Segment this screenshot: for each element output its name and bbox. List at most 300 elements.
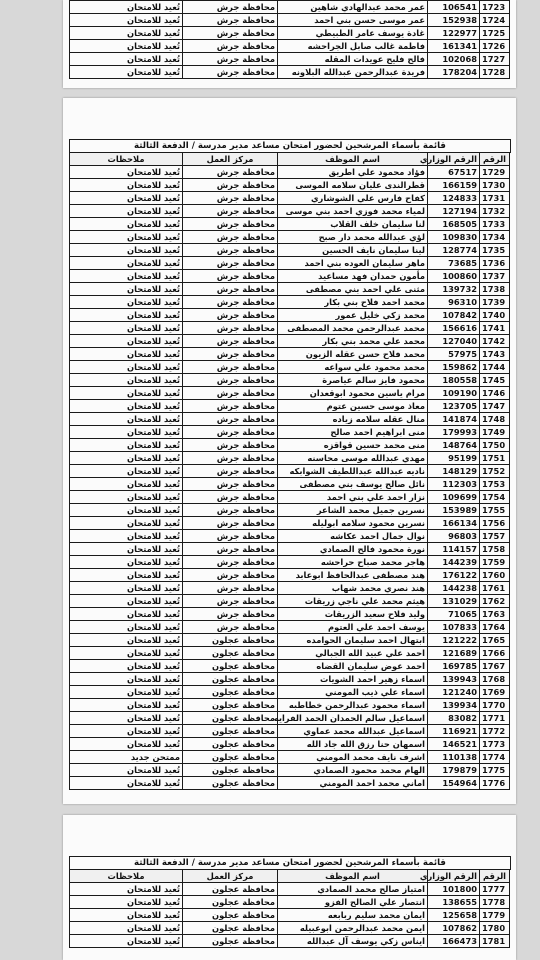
row-number-cell: 1744	[480, 361, 510, 374]
table-row	[70, 465, 510, 478]
work-center-cell: محافظة جرش	[183, 166, 278, 179]
row-number-cell: 1765	[480, 634, 510, 647]
notes-cell: تُعيد للامتحان	[70, 686, 183, 699]
work-center-cell: محافظة جرش	[183, 218, 278, 231]
row-number-cell: 1750	[480, 439, 510, 452]
document-page-3	[63, 815, 516, 960]
work-center-cell: محافظة جرش	[183, 14, 278, 27]
notes-cell: تُعيد للامتحان	[70, 413, 183, 426]
ministry-id-cell: 180558	[428, 374, 480, 387]
employee-name-cell: مهدي عبدالله موسى محاسنه	[278, 452, 428, 465]
ministry-id-cell: 159862	[428, 361, 480, 374]
work-center-cell: محافظة عجلون	[183, 764, 278, 777]
row-number-cell: 1724	[480, 14, 510, 27]
employee-name-cell: وليد فلاح سعيد الزريقات	[278, 608, 428, 621]
work-center-cell: محافظة جرش	[183, 296, 278, 309]
notes-cell: تُعيد للامتحان	[70, 478, 183, 491]
employee-name-cell: انتصار علي الصالح الفزو	[278, 896, 428, 909]
employee-name-cell: مرام ياسين محمود ابوقعدان	[278, 387, 428, 400]
ministry-id-cell: 107862	[428, 922, 480, 935]
table-row	[70, 935, 510, 948]
notes-cell: تُعيد للامتحان	[70, 296, 183, 309]
row-number-cell: 1774	[480, 751, 510, 764]
table-row	[70, 244, 510, 257]
ministry-id-cell: 57975	[428, 348, 480, 361]
table-row	[70, 283, 510, 296]
work-center-cell: محافظة جرش	[183, 400, 278, 413]
ministry-id-cell: 139732	[428, 283, 480, 296]
employee-name-cell: منى محمد حسين قواقزه	[278, 439, 428, 452]
ministry-id-cell: 127194	[428, 205, 480, 218]
employee-name-cell: نسرين محمود سلامه ابوليله	[278, 517, 428, 530]
row-number-cell: 1751	[480, 452, 510, 465]
table-row	[70, 517, 510, 530]
work-center-cell: محافظة جرش	[183, 582, 278, 595]
table-row	[70, 166, 510, 179]
work-center-cell: محافظة عجلون	[183, 777, 278, 790]
notes-cell: تُعيد للامتحان	[70, 647, 183, 660]
employee-name-cell: اسماعيل عبدالله محمد عماوي	[278, 725, 428, 738]
notes-cell: تُعيد للامتحان	[70, 40, 183, 53]
work-center-cell: محافظة جرش	[183, 309, 278, 322]
ministry-id-cell: 106541	[428, 1, 480, 14]
notes-cell: تُعيد للامتحان	[70, 530, 183, 543]
row-number-cell: 1767	[480, 660, 510, 673]
table-body	[70, 166, 510, 790]
work-center-cell: محافظة جرش	[183, 517, 278, 530]
notes-cell: تُعيد للامتحان	[70, 361, 183, 374]
table-row	[70, 231, 510, 244]
notes-cell: تُعيد للامتحان	[70, 634, 183, 647]
table-row	[70, 309, 510, 322]
column-header-notes: ملاحظات	[70, 870, 183, 883]
row-number-cell: 1733	[480, 218, 510, 231]
row-number-cell: 1730	[480, 179, 510, 192]
row-number-cell: 1749	[480, 426, 510, 439]
row-number-cell: 1738	[480, 283, 510, 296]
row-number-cell: 1752	[480, 465, 510, 478]
document-page-2	[63, 98, 516, 804]
ministry-id-cell: 166159	[428, 179, 480, 192]
employee-name-cell: فاطمة غالب صابل الجراحشه	[278, 40, 428, 53]
ministry-id-cell: 138655	[428, 896, 480, 909]
work-center-cell: محافظة جرش	[183, 1, 278, 14]
ministry-id-cell: 152938	[428, 14, 480, 27]
list-title: قائمة بأسماء المرشحين لحضور امتحان مساعد مدير مدرسة / الدفعة الثالثة	[69, 139, 511, 153]
table-row	[70, 673, 510, 686]
row-number-cell: 1773	[480, 738, 510, 751]
work-center-cell: محافظة جرش	[183, 27, 278, 40]
notes-cell: تُعيد للامتحان	[70, 543, 183, 556]
notes-cell: تُعيد للامتحان	[70, 283, 183, 296]
table-row	[70, 608, 510, 621]
ministry-id-cell: 161341	[428, 40, 480, 53]
ministry-id-cell: 166473	[428, 935, 480, 948]
row-number-cell: 1748	[480, 413, 510, 426]
ministry-id-cell: 121240	[428, 686, 480, 699]
work-center-cell: محافظة عجلون	[183, 712, 278, 725]
row-number-cell: 1764	[480, 621, 510, 634]
table-row	[70, 909, 510, 922]
row-number-cell: 1770	[480, 699, 510, 712]
table-row	[70, 413, 510, 426]
employee-name-cell: نائل صالح يوسف بني مصطفى	[278, 478, 428, 491]
employee-name-cell: محمد علي محمد بني بكار	[278, 335, 428, 348]
table-row	[70, 751, 510, 764]
row-number-cell: 1763	[480, 608, 510, 621]
table-row	[70, 491, 510, 504]
notes-cell: تُعيد للامتحان	[70, 764, 183, 777]
column-header-number: الرقم	[480, 153, 510, 166]
notes-cell: تُعيد للامتحان	[70, 309, 183, 322]
column-header-work-center: مركز العمل	[183, 870, 278, 883]
table-row	[70, 218, 510, 231]
row-number-cell: 1760	[480, 569, 510, 582]
table-row	[70, 205, 510, 218]
table-row	[70, 883, 510, 896]
ministry-id-cell: 124833	[428, 192, 480, 205]
employee-name-cell: ناديه عبدالله عبداللطيف الشوابكه	[278, 465, 428, 478]
employee-name-cell: محمد زكي خليل عمور	[278, 309, 428, 322]
employee-name-cell: محمد فلاح حسن عقله الزيون	[278, 348, 428, 361]
column-header-ministry-id: الرقم الوزاري	[428, 153, 480, 166]
work-center-cell: محافظة عجلون	[183, 922, 278, 935]
work-center-cell: محافظة جرش	[183, 283, 278, 296]
table-row	[70, 53, 510, 66]
notes-cell: تُعيد للامتحان	[70, 387, 183, 400]
employee-name-cell: الهام محمد محمود الصمادي	[278, 764, 428, 777]
work-center-cell: محافظة عجلون	[183, 896, 278, 909]
employee-name-cell: هند مصطفى عبدالحافظ ابوعابد	[278, 569, 428, 582]
row-number-cell: 1731	[480, 192, 510, 205]
row-number-cell: 1778	[480, 896, 510, 909]
work-center-cell: محافظة جرش	[183, 192, 278, 205]
work-center-cell: محافظة عجلون	[183, 883, 278, 896]
row-number-cell: 1723	[480, 1, 510, 14]
ministry-id-cell: 100860	[428, 270, 480, 283]
work-center-cell: محافظة جرش	[183, 452, 278, 465]
notes-cell: تُعيد للامتحان	[70, 374, 183, 387]
work-center-cell: محافظة جرش	[183, 374, 278, 387]
ministry-id-cell: 114157	[428, 543, 480, 556]
row-number-cell: 1759	[480, 556, 510, 569]
table-row	[70, 582, 510, 595]
table-row	[70, 40, 510, 53]
ministry-id-cell: 101800	[428, 883, 480, 896]
work-center-cell: محافظة عجلون	[183, 673, 278, 686]
table-row	[70, 66, 510, 79]
ministry-id-cell: 139943	[428, 673, 480, 686]
employee-name-cell: قطرالندى عليان سلامه الموسى	[278, 179, 428, 192]
notes-cell: تُعيد للامتحان	[70, 66, 183, 79]
row-number-cell: 1776	[480, 777, 510, 790]
table-row	[70, 569, 510, 582]
employee-name-cell: محمد عبدالرحمن محمد المصطفى	[278, 322, 428, 335]
row-number-cell: 1780	[480, 922, 510, 935]
work-center-cell: محافظة عجلون	[183, 699, 278, 712]
notes-cell: تُعيد للامتحان	[70, 909, 183, 922]
employee-name-cell: محمد احمد فلاح بني بكار	[278, 296, 428, 309]
notes-cell: تُعيد للامتحان	[70, 896, 183, 909]
row-number-cell: 1742	[480, 335, 510, 348]
employee-name-cell: منى ابراهيم احمد صالح	[278, 426, 428, 439]
notes-cell: تُعيد للامتحان	[70, 53, 183, 66]
table-row	[70, 452, 510, 465]
notes-cell: تُعيد للامتحان	[70, 452, 183, 465]
work-center-cell: محافظة عجلون	[183, 634, 278, 647]
work-center-cell: محافظة جرش	[183, 530, 278, 543]
row-number-cell: 1735	[480, 244, 510, 257]
employee-name-cell: اسماء محمود عبدالرحمن خطاطبه	[278, 699, 428, 712]
notes-cell: تُعيد للامتحان	[70, 673, 183, 686]
ministry-id-cell: 146521	[428, 738, 480, 751]
row-number-cell: 1727	[480, 53, 510, 66]
table-row	[70, 712, 510, 725]
ministry-id-cell: 148129	[428, 465, 480, 478]
row-number-cell: 1781	[480, 935, 510, 948]
table-row	[70, 322, 510, 335]
employee-name-cell: اسماعيل سالم الحمدان الحمد الفرايه	[278, 712, 428, 725]
table-row	[70, 14, 510, 27]
work-center-cell: محافظة جرش	[183, 179, 278, 192]
work-center-cell: محافظة جرش	[183, 491, 278, 504]
column-header-number: الرقم	[480, 870, 510, 883]
table-row	[70, 1, 510, 14]
notes-cell: تُعيد للامتحان	[70, 582, 183, 595]
table-row	[70, 504, 510, 517]
table-row	[70, 764, 510, 777]
work-center-cell: محافظة عجلون	[183, 725, 278, 738]
notes-cell: تُعيد للامتحان	[70, 725, 183, 738]
ministry-id-cell: 83082	[428, 712, 480, 725]
ministry-id-cell: 179993	[428, 426, 480, 439]
row-number-cell: 1775	[480, 764, 510, 777]
header-row	[70, 870, 510, 883]
row-number-cell: 1769	[480, 686, 510, 699]
table-row	[70, 426, 510, 439]
notes-cell: تُعيد للامتحان	[70, 777, 183, 790]
ministry-id-cell: 96310	[428, 296, 480, 309]
notes-cell: تُعيد للامتحان	[70, 504, 183, 517]
row-number-cell: 1740	[480, 309, 510, 322]
employee-name-cell: ايمان محمد سليم ربابعه	[278, 909, 428, 922]
ministry-id-cell: 176122	[428, 569, 480, 582]
work-center-cell: محافظة جرش	[183, 426, 278, 439]
notes-cell: تُعيد للامتحان	[70, 335, 183, 348]
column-header-ministry-id: الرقم الوزاري	[428, 870, 480, 883]
notes-cell: تُعيد للامتحان	[70, 426, 183, 439]
work-center-cell: محافظة جرش	[183, 205, 278, 218]
employee-name-cell: نورة محمود فالح الصمادي	[278, 543, 428, 556]
table-row	[70, 595, 510, 608]
work-center-cell: محافظة جرش	[183, 66, 278, 79]
row-number-cell: 1768	[480, 673, 510, 686]
row-number-cell: 1729	[480, 166, 510, 179]
row-number-cell: 1779	[480, 909, 510, 922]
work-center-cell: محافظة جرش	[183, 439, 278, 452]
notes-cell: تُعيد للامتحان	[70, 660, 183, 673]
employee-name-cell: احمد علي عبيد الله الجبالي	[278, 647, 428, 660]
employee-name-cell: معاذ موسى حسين عتوم	[278, 400, 428, 413]
ministry-id-cell: 102068	[428, 53, 480, 66]
row-number-cell: 1741	[480, 322, 510, 335]
candidates-table	[69, 152, 510, 790]
work-center-cell: محافظة جرش	[183, 608, 278, 621]
employee-name-cell: امتياز صالح محمد الصمادي	[278, 883, 428, 896]
list-title: قائمة بأسماء المرشحين لحضور امتحان مساعد مدير مدرسة / الدفعة الثالثة	[69, 856, 511, 870]
table-row	[70, 439, 510, 452]
work-center-cell: محافظة جرش	[183, 465, 278, 478]
ministry-id-cell: 116921	[428, 725, 480, 738]
ministry-id-cell: 153989	[428, 504, 480, 517]
notes-cell: تُعيد للامتحان	[70, 439, 183, 452]
employee-name-cell: لينا سليمان نايف الحسين	[278, 244, 428, 257]
ministry-id-cell: 144239	[428, 556, 480, 569]
ministry-id-cell: 166134	[428, 517, 480, 530]
employee-name-cell: عمر محمد عبدالهادي شاهين	[278, 1, 428, 14]
row-number-cell: 1755	[480, 504, 510, 517]
employee-name-cell: اسماء زهير احمد الشويات	[278, 673, 428, 686]
work-center-cell: محافظة جرش	[183, 595, 278, 608]
ministry-id-cell: 139934	[428, 699, 480, 712]
notes-cell: تُعيد للامتحان	[70, 922, 183, 935]
notes-cell: تُعيد للامتحان	[70, 192, 183, 205]
work-center-cell: محافظة عجلون	[183, 686, 278, 699]
table-row	[70, 192, 510, 205]
employee-name-cell: نسرين جميل محمد الشاعر	[278, 504, 428, 517]
employee-name-cell: فالح فليح عويدات المقله	[278, 53, 428, 66]
notes-cell: تُعيد للامتحان	[70, 608, 183, 621]
table-row	[70, 335, 510, 348]
column-header-employee-name: اسم الموظف	[278, 870, 428, 883]
notes-cell: تُعيد للامتحان	[70, 205, 183, 218]
row-number-cell: 1777	[480, 883, 510, 896]
employee-name-cell: نوال جمال احمد عكاشه	[278, 530, 428, 543]
employee-name-cell: نزار احمد علي بني احمد	[278, 491, 428, 504]
notes-cell: تُعيد للامتحان	[70, 595, 183, 608]
notes-cell: تُعيد للامتحان	[70, 27, 183, 40]
table-row	[70, 530, 510, 543]
table-row	[70, 348, 510, 361]
row-number-cell: 1757	[480, 530, 510, 543]
employee-name-cell: اشرف نايف محمد المومني	[278, 751, 428, 764]
work-center-cell: محافظة جرش	[183, 556, 278, 569]
ministry-id-cell: 73685	[428, 257, 480, 270]
row-number-cell: 1734	[480, 231, 510, 244]
table-body	[70, 1, 510, 79]
table-row	[70, 374, 510, 387]
row-number-cell: 1725	[480, 27, 510, 40]
notes-cell: تُعيد للامتحان	[70, 322, 183, 335]
notes-cell: تُعيد للامتحان	[70, 400, 183, 413]
ministry-id-cell: 109190	[428, 387, 480, 400]
work-center-cell: محافظة جرش	[183, 257, 278, 270]
work-center-cell: محافظة جرش	[183, 543, 278, 556]
work-center-cell: محافظة جرش	[183, 231, 278, 244]
employee-name-cell: غادة يوسف عامر الطبيطي	[278, 27, 428, 40]
employee-name-cell: عمر موسى حسن بني احمد	[278, 14, 428, 27]
employee-name-cell: هاجر محمد صباح حراحشه	[278, 556, 428, 569]
table-row	[70, 400, 510, 413]
notes-cell: تُعيد للامتحان	[70, 244, 183, 257]
work-center-cell: محافظة عجلون	[183, 751, 278, 764]
notes-cell: تُعيد للامتحان	[70, 517, 183, 530]
row-number-cell: 1728	[480, 66, 510, 79]
ministry-id-cell: 121222	[428, 634, 480, 647]
row-number-cell: 1745	[480, 374, 510, 387]
ministry-id-cell: 125658	[428, 909, 480, 922]
ministry-id-cell: 121689	[428, 647, 480, 660]
row-number-cell: 1753	[480, 478, 510, 491]
ministry-id-cell: 127040	[428, 335, 480, 348]
table-row	[70, 725, 510, 738]
ministry-id-cell: 107833	[428, 621, 480, 634]
header-row	[70, 153, 510, 166]
employee-name-cell: مأمون حمدان فهد مساعيد	[278, 270, 428, 283]
employee-name-cell: محمد محمود علي سواعه	[278, 361, 428, 374]
row-number-cell: 1756	[480, 517, 510, 530]
ministry-id-cell: 144238	[428, 582, 480, 595]
work-center-cell: محافظة جرش	[183, 270, 278, 283]
column-header-work-center: مركز العمل	[183, 153, 278, 166]
row-number-cell: 1766	[480, 647, 510, 660]
employee-name-cell: لمياء محمد فوزي احمد بني موسى	[278, 205, 428, 218]
ministry-id-cell: 168505	[428, 218, 480, 231]
employee-name-cell: اسمهان حنا رزق الله جاد الله	[278, 738, 428, 751]
employee-name-cell: يوسف احمد علي العتوم	[278, 621, 428, 634]
notes-cell: تُعيد للامتحان	[70, 556, 183, 569]
employee-name-cell: لؤي عبدالله محمد دار صبح	[278, 231, 428, 244]
row-number-cell: 1746	[480, 387, 510, 400]
row-number-cell: 1747	[480, 400, 510, 413]
employee-name-cell: هيثم محمد علي ناجي زريقات	[278, 595, 428, 608]
employee-name-cell: كفاح فارس علي الشوشاري	[278, 192, 428, 205]
ministry-id-cell: 122977	[428, 27, 480, 40]
work-center-cell: محافظة جرش	[183, 335, 278, 348]
table-row	[70, 361, 510, 374]
notes-cell: تُعيد للامتحان	[70, 218, 183, 231]
notes-cell: تُعيد للامتحان	[70, 738, 183, 751]
table-row	[70, 621, 510, 634]
ministry-id-cell: 107842	[428, 309, 480, 322]
table-row	[70, 296, 510, 309]
row-number-cell: 1726	[480, 40, 510, 53]
ministry-id-cell: 131029	[428, 595, 480, 608]
table-row	[70, 634, 510, 647]
row-number-cell: 1743	[480, 348, 510, 361]
notes-cell: تُعيد للامتحان	[70, 257, 183, 270]
table-row	[70, 179, 510, 192]
table-row	[70, 660, 510, 673]
table-row	[70, 556, 510, 569]
table-row	[70, 27, 510, 40]
column-header-notes: ملاحظات	[70, 153, 183, 166]
notes-cell: تُعيد للامتحان	[70, 491, 183, 504]
work-center-cell: محافظة جرش	[183, 413, 278, 426]
work-center-cell: محافظة عجلون	[183, 935, 278, 948]
work-center-cell: محافظة جرش	[183, 348, 278, 361]
work-center-cell: محافظة جرش	[183, 40, 278, 53]
employee-name-cell: هند نصري محمد شهاب	[278, 582, 428, 595]
candidates-table	[69, 0, 510, 79]
work-center-cell: محافظة عجلون	[183, 647, 278, 660]
ministry-id-cell: 71065	[428, 608, 480, 621]
employee-name-cell: ماهر سليمان العوده بني احمد	[278, 257, 428, 270]
employee-name-cell: فؤاد محمود علي اطريق	[278, 166, 428, 179]
ministry-id-cell: 96803	[428, 530, 480, 543]
table-row	[70, 686, 510, 699]
notes-cell: تُعيد للامتحان	[70, 465, 183, 478]
